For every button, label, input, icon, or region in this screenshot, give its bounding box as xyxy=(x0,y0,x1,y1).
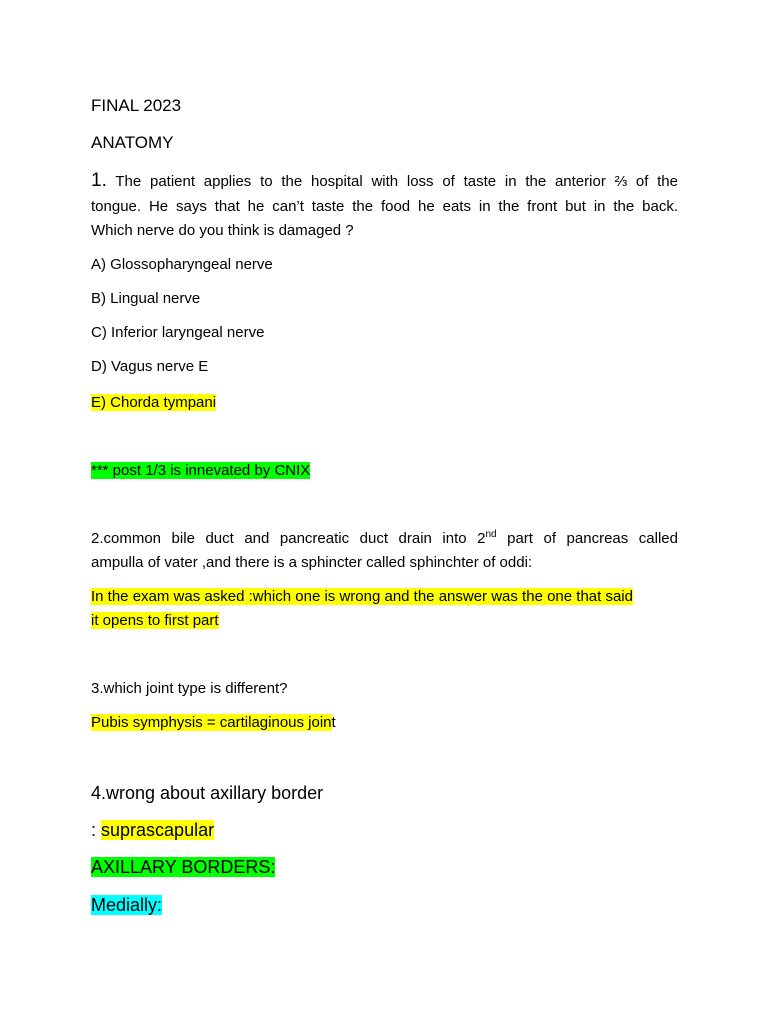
q2-line-2: ampulla of vater ,and there is a sphincter called sphinchter of oddi: xyxy=(91,554,533,571)
q3-answer xyxy=(91,713,336,733)
q1-note-highlight: *** post 1/3 is innevated by CNIX xyxy=(91,462,311,479)
medially-subheading xyxy=(91,895,162,915)
q2-answer-line-1 xyxy=(91,587,633,607)
q1-correct-answer: E) Chorda tympani xyxy=(91,394,217,411)
q1-option-e xyxy=(91,393,216,413)
axillary-borders-heading xyxy=(91,857,275,877)
q4-question: 4.wrong about axillary border xyxy=(91,783,324,803)
q1-option-a: A) Glossopharyngeal nerve xyxy=(91,256,273,273)
q1-option-d: D) Vagus nerve E xyxy=(91,358,209,375)
q2-answer-highlight-1: In the exam was asked :which one is wrong and the answer was the one that said xyxy=(91,588,633,605)
q1-option-b: B) Lingual nerve xyxy=(91,290,201,307)
q2-line-1 xyxy=(91,529,678,549)
q2-superscript: nd xyxy=(485,529,497,540)
medially-highlight: Medially: xyxy=(91,895,163,915)
q1-note xyxy=(91,461,310,481)
q3-question: 3.which joint type is different? xyxy=(91,680,288,697)
q4-answer xyxy=(91,820,214,840)
q2-text-1b: part of pancreas called xyxy=(496,530,678,547)
q1-line-1 xyxy=(91,171,678,192)
q3-answer-highlight: Pubis symphysis = cartilaginous join xyxy=(91,714,332,731)
subject-heading: ANATOMY xyxy=(91,133,174,152)
q1-line-2: tongue. He says that he can’t taste the food he eats in the front but in the back. xyxy=(91,198,678,215)
q1-option-c: C) Inferior laryngeal nerve xyxy=(91,324,265,341)
q2-text-1a: 2.common bile duct and pancreatic duct drain into 2 xyxy=(91,530,486,547)
q2-answer-line-2 xyxy=(91,611,219,631)
q4-answer-highlight: suprascapular xyxy=(101,820,215,840)
axillary-borders-highlight: AXILLARY BORDERS: xyxy=(91,857,276,877)
document-title: FINAL 2023 xyxy=(91,96,182,115)
q2-answer-highlight-2: it opens to first part xyxy=(91,612,219,629)
q3-answer-tail: t xyxy=(331,714,336,731)
q1-number: 1. xyxy=(91,170,107,191)
q4-answer-prefix: : xyxy=(91,820,102,840)
q1-line-3: Which nerve do you think is damaged ? xyxy=(91,222,354,239)
q1-text-1: The patient applies to the hospital with loss of taste in the anterior ⅔ of the xyxy=(115,173,678,190)
